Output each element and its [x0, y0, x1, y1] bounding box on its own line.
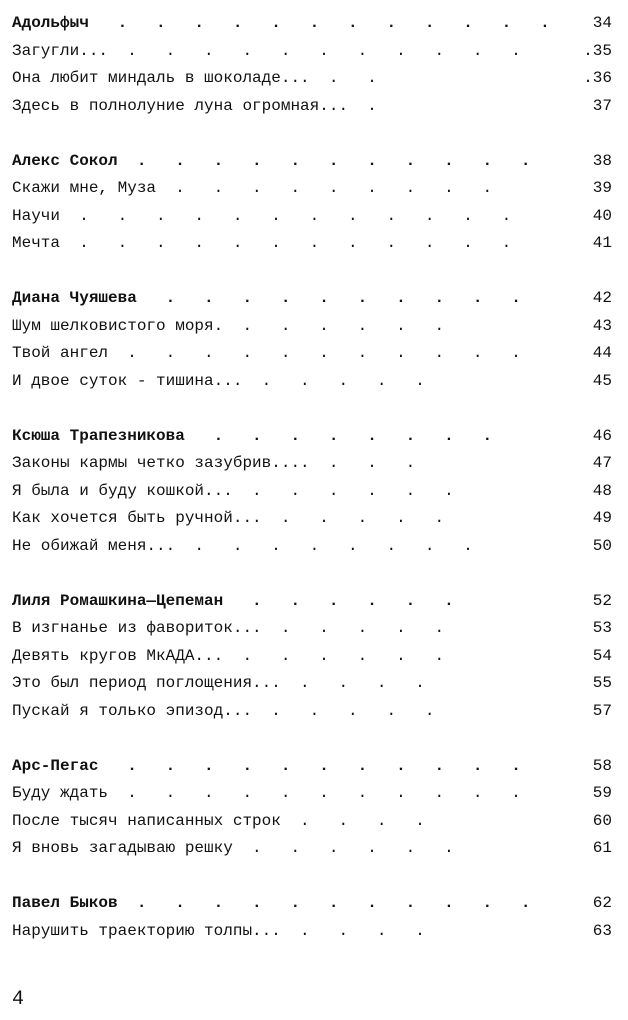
- page-ref: .35: [583, 41, 612, 60]
- page-ref: 34: [592, 14, 612, 32]
- poem-title: В изгнанье из фавориток... . . . . .: [12, 619, 445, 637]
- poem-title: Законы кармы четко зазубрив.... . . .: [12, 454, 416, 472]
- toc-poem-entry[interactable]: [12, 340, 612, 368]
- page-ref: 46: [592, 426, 612, 445]
- toc-author-entry[interactable]: [12, 753, 612, 781]
- page-ref: 53: [592, 619, 612, 637]
- toc-poem-entry[interactable]: [12, 835, 612, 863]
- author-name: Алекс Сокол . . . . . . . . . . .: [12, 151, 531, 170]
- toc-section: [12, 148, 612, 258]
- poem-title: Твой ангел . . . . . . . . . . .: [12, 344, 521, 362]
- poem-title: Шум шелковистого моря. . . . . . .: [12, 316, 445, 335]
- page-ref: 39: [592, 179, 612, 197]
- page-ref: 60: [592, 811, 612, 830]
- toc-poem-entry[interactable]: [12, 368, 612, 396]
- toc-section: [12, 753, 612, 863]
- page-ref: .36: [583, 69, 612, 87]
- toc-poem-entry[interactable]: [12, 93, 612, 121]
- author-name: Павел Быков . . . . . . . . . . .: [12, 894, 531, 912]
- poem-title: Буду ждать . . . . . . . . . . .: [12, 784, 521, 802]
- page-ref: 62: [592, 894, 612, 912]
- toc-author-entry[interactable]: [12, 148, 612, 176]
- page-ref: 50: [592, 536, 612, 555]
- poem-title: Я была и буду кошкой... . . . . . .: [12, 481, 454, 500]
- author-name: Лиля Ромашкина—Цепеман . . . . . .: [12, 591, 454, 610]
- toc-author-entry[interactable]: [12, 285, 612, 313]
- poem-title: Загугли... . . . . . . . . . . .: [12, 41, 521, 60]
- toc-section: [12, 588, 612, 726]
- toc-poem-entry[interactable]: [12, 478, 612, 506]
- page-ref: 54: [592, 646, 612, 665]
- page-number: 4: [12, 988, 25, 1011]
- page-ref: 59: [592, 784, 612, 802]
- toc-poem-entry[interactable]: [12, 615, 612, 643]
- poem-title: Нарушить траекторию толпы... . . . .: [12, 921, 425, 940]
- toc-poem-entry[interactable]: [12, 780, 612, 808]
- page-ref: 44: [592, 344, 612, 362]
- poem-title: Девять кругов МкАДА... . . . . . .: [12, 646, 445, 665]
- table-of-contents: [12, 10, 612, 973]
- toc-section: [12, 285, 612, 395]
- toc-poem-entry[interactable]: [12, 230, 612, 258]
- page-ref: 55: [592, 674, 612, 692]
- page-ref: 37: [592, 96, 612, 115]
- page-ref: 63: [592, 921, 612, 940]
- toc-poem-entry[interactable]: [12, 450, 612, 478]
- poem-title: Скажи мне, Муза . . . . . . . . .: [12, 179, 493, 197]
- page-ref: 58: [592, 756, 612, 775]
- toc-poem-entry[interactable]: [12, 533, 612, 561]
- toc-poem-entry[interactable]: [12, 65, 612, 93]
- toc-author-entry[interactable]: [12, 588, 612, 616]
- poem-title: Пускай я только эпизод... . . . . .: [12, 701, 435, 720]
- poem-title: Здесь в полнолуние луна огромная... .: [12, 96, 377, 115]
- toc-author-entry[interactable]: [12, 890, 612, 918]
- author-name: Диана Чуяшева . . . . . . . . . .: [12, 289, 521, 307]
- poem-title: Я вновь загадываю решку . . . . . .: [12, 839, 454, 857]
- page-ref: 45: [592, 371, 612, 390]
- author-name: Арс-Пегас . . . . . . . . . . .: [12, 756, 521, 775]
- toc-poem-entry[interactable]: [12, 38, 612, 66]
- poem-title: Это был период поглощения... . . . .: [12, 674, 425, 692]
- toc-poem-entry[interactable]: [12, 670, 612, 698]
- page-ref: 48: [592, 481, 612, 500]
- poem-title: Не обижай меня... . . . . . . . .: [12, 536, 473, 555]
- toc-section: [12, 423, 612, 561]
- page-ref: 61: [592, 839, 612, 857]
- toc-author-entry[interactable]: [12, 10, 612, 38]
- toc-poem-entry[interactable]: [12, 698, 612, 726]
- page-ref: 42: [592, 289, 612, 307]
- author-name: Адольфыч . . . . . . . . . . . .: [12, 14, 550, 32]
- toc-section: [12, 890, 612, 945]
- toc-poem-entry[interactable]: [12, 505, 612, 533]
- poem-title: Мечта . . . . . . . . . . . .: [12, 234, 512, 252]
- toc-poem-entry[interactable]: [12, 175, 612, 203]
- toc-poem-entry[interactable]: [12, 203, 612, 231]
- toc-section: [12, 10, 612, 120]
- page-ref: 38: [592, 151, 612, 170]
- toc-poem-entry[interactable]: [12, 918, 612, 946]
- page-ref: 57: [592, 701, 612, 720]
- poem-title: И двое суток - тишина... . . . . .: [12, 371, 425, 390]
- page-ref: 49: [592, 509, 612, 527]
- toc-poem-entry[interactable]: [12, 808, 612, 836]
- page-ref: 47: [592, 454, 612, 472]
- page-ref: 41: [592, 234, 612, 252]
- toc-author-entry[interactable]: [12, 423, 612, 451]
- page-ref: 40: [592, 206, 612, 225]
- poem-title: Как хочется быть ручной... . . . . .: [12, 509, 445, 527]
- author-name: Ксюша Трапезникова . . . . . . . .: [12, 426, 493, 445]
- toc-poem-entry[interactable]: [12, 643, 612, 671]
- page-ref: 52: [592, 591, 612, 610]
- poem-title: После тысяч написанных строк . . . .: [12, 811, 425, 830]
- toc-poem-entry[interactable]: [12, 313, 612, 341]
- page-ref: 43: [592, 316, 612, 335]
- poem-title: Научи . . . . . . . . . . . .: [12, 206, 512, 225]
- poem-title: Она любит миндаль в шоколаде... . .: [12, 69, 377, 87]
